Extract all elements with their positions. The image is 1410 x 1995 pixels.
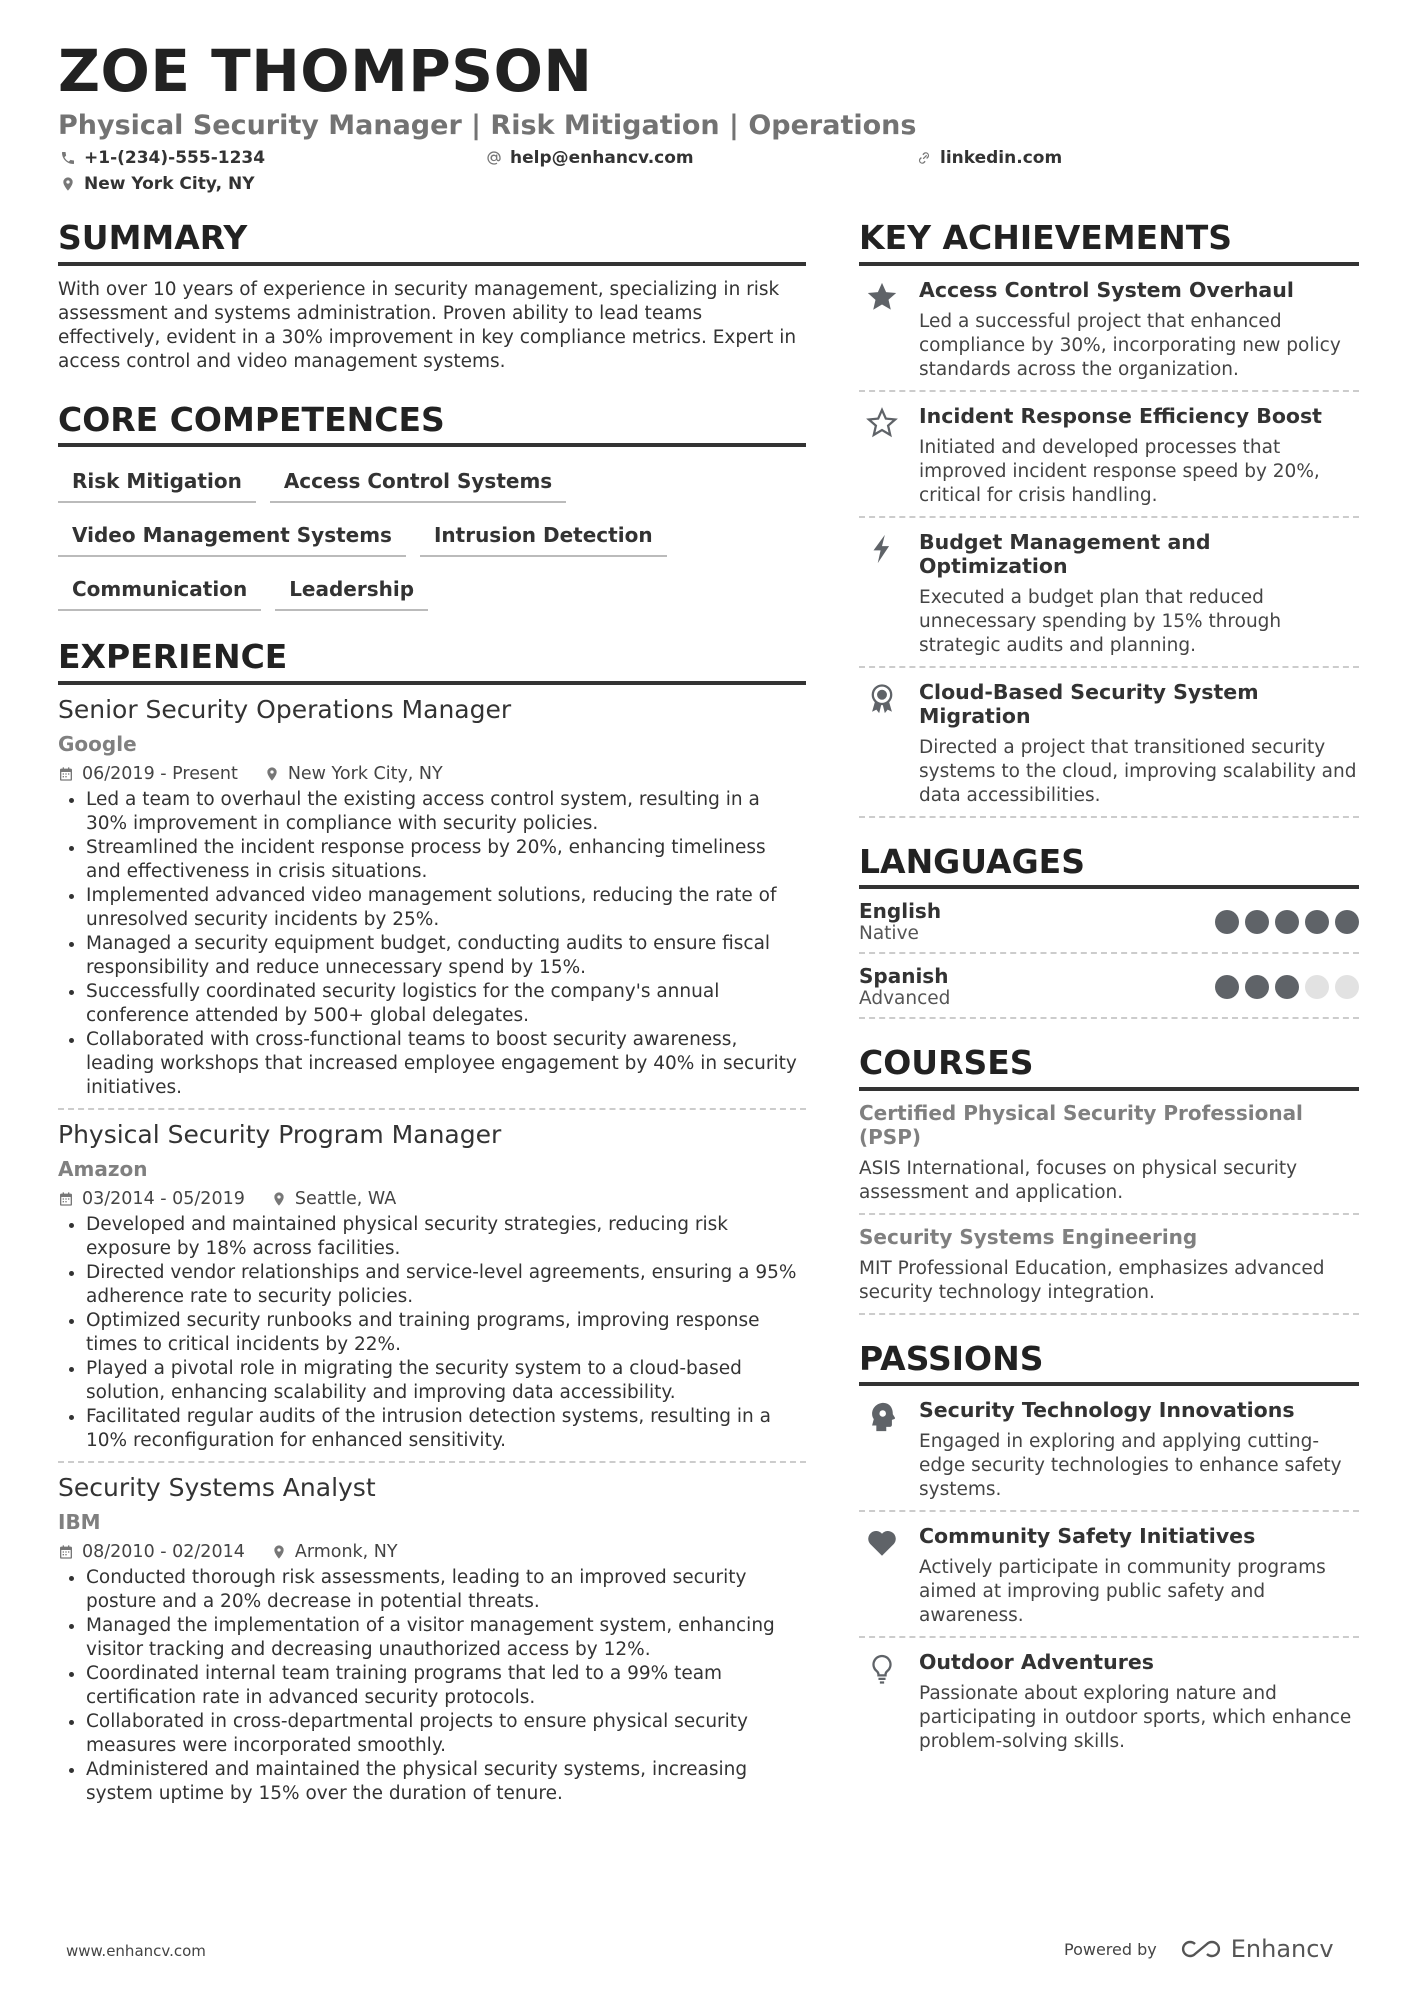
job-bullets xyxy=(58,788,806,1100)
bullet-item: • Led a team to overhaul the existing access control system, resulting in a 30% improvement in compliance with security policies. xyxy=(86,788,806,836)
powered-by-text: Powered by xyxy=(1064,1939,1157,1959)
heart-icon xyxy=(865,1526,899,1560)
passion-item xyxy=(859,1638,1359,1762)
contact-location xyxy=(60,174,255,194)
language-name: English xyxy=(859,899,942,924)
language-item xyxy=(859,954,1359,1019)
courses-title: COURSES xyxy=(859,1043,1359,1091)
candidate-name: ZOE THOMPSON xyxy=(58,37,593,105)
bullet-item: • Collaborated with cross-functional teams to boost security awareness, leading workshops that increased employee engagement by 40% in security initiatives. xyxy=(86,1028,806,1100)
achievement-desc: Executed a budget plan that reduced unnecessary spending by 15% through strategic audits and planning. xyxy=(919,586,1282,656)
language-level: Advanced xyxy=(859,988,951,1010)
company-name: IBM xyxy=(58,1509,101,1534)
competence-tag: Leadership xyxy=(275,571,428,611)
job-entry xyxy=(58,1120,806,1463)
link-icon xyxy=(916,150,932,166)
bullet-item: • Administered and maintained the physical security systems, increasing system uptime by 15% over the duration of tenure. xyxy=(86,1758,806,1806)
brand-name: Enhancv xyxy=(1230,1935,1334,1963)
achievement-desc: Directed a project that transitioned security systems to the cloud, improving scalability and data accessibilities. xyxy=(919,736,1357,806)
headline: Physical Security Manager | Risk Mitigation | Operations xyxy=(58,110,917,141)
bullet-item: • Coordinated internal team training programs that led to a 99% team certification rate in advanced security protocols. xyxy=(86,1662,806,1710)
location-pin-icon xyxy=(271,1544,287,1560)
competence-tag: Video Management Systems xyxy=(58,517,406,557)
bullet-item: • Facilitated regular audits of the intrusion detection systems, resulting in a 10% reconfiguration for enhanced sensitivity. xyxy=(86,1405,806,1453)
at-icon xyxy=(486,150,502,166)
rating-dot-filled xyxy=(1245,910,1269,934)
course-item xyxy=(859,1215,1359,1315)
achievement-desc: Led a successful project that enhanced compliance by 30%, incorporating new policy standards across the organization. xyxy=(919,310,1341,380)
contact-phone xyxy=(60,148,265,168)
rating-dot-filled xyxy=(1215,975,1239,999)
job-bullets xyxy=(58,1566,806,1806)
company-name: Google xyxy=(58,731,137,756)
passion-desc: Actively participate in community programs aimed at improving public safety and awareness. xyxy=(919,1557,1326,1627)
rating-dot-filled xyxy=(1275,975,1299,999)
achievements-title: KEY ACHIEVEMENTS xyxy=(859,218,1359,266)
language-level: Native xyxy=(859,923,919,945)
achievement-title: Access Control System Overhaul xyxy=(919,277,1294,302)
job-meta xyxy=(58,764,806,784)
job-title: Security Systems Analyst xyxy=(58,1472,376,1502)
contact-email xyxy=(486,148,694,168)
passion-title: Security Technology Innovations xyxy=(919,1398,1295,1423)
achievement-item xyxy=(859,668,1359,818)
achievement-title: Budget Management and Optimization xyxy=(919,529,1211,578)
rating-dot-filled xyxy=(1305,910,1329,934)
course-item xyxy=(859,1091,1359,1215)
achievement-item xyxy=(859,518,1359,668)
course-desc: ASIS International, focuses on physical security assessment and application. xyxy=(859,1157,1298,1203)
email-link[interactable]: help@enhancv.com xyxy=(510,148,694,168)
summary-text: With over 10 years of experience in security management, specializing in risk assessment and systems administration. Proven ability to lead teams effectively, evident in a 30% improvement in key compliance metrics. Expert in access control and video management systems. xyxy=(58,278,797,372)
passion-desc: Engaged in exploring and applying cutting-edge security technologies to enhance safety systems. xyxy=(919,1431,1342,1501)
bullet-item: • Conducted thorough risk assessments, leading to an improved security posture and a 20% decrease in potential threats. xyxy=(86,1566,806,1614)
bullet-item: • Directed vendor relationships and service-level agreements, ensuring a 95% adherence rate to security policies. xyxy=(86,1261,806,1309)
contact-linkedin xyxy=(916,148,1062,168)
job-dates: 08/2010 - 02/2014 xyxy=(58,1542,245,1562)
achievement-title: Cloud-Based Security System Migration xyxy=(919,679,1259,728)
language-item xyxy=(859,889,1359,954)
bullet-item: • Managed the implementation of a visitor management system, enhancing visitor tracking and decreasing unauthorized access by 12%. xyxy=(86,1614,806,1662)
lightning-icon xyxy=(865,532,899,566)
job-location: New York City, NY xyxy=(264,764,443,784)
bullet-item: • Streamlined the incident response process by 20%, enhancing timeliness and effectiveness in crisis situations. xyxy=(86,836,806,884)
bullet-item: • Successfully coordinated security logistics for the company's annual conference attended by 500+ global delegates. xyxy=(86,980,806,1028)
rating-dot-filled xyxy=(1275,910,1299,934)
achievement-desc: Initiated and developed processes that improved incident response speed by 20%, critical for crisis handling. xyxy=(919,436,1320,506)
bullet-item: • Managed a security equipment budget, conducting audits to ensure fiscal responsibility and reduce unnecessary spend by 15%. xyxy=(86,932,806,980)
competences-title: CORE COMPETENCES xyxy=(58,400,806,448)
language-name: Spanish xyxy=(859,964,949,989)
passion-item xyxy=(859,1386,1359,1512)
language-rating xyxy=(1215,975,1359,999)
competences-list xyxy=(58,463,778,611)
bullet-item: • Played a pivotal role in migrating the security system to a cloud-based solution, enhancing scalability and improving data accessibility. xyxy=(86,1357,806,1405)
language-rating xyxy=(1215,910,1359,934)
star-filled-icon xyxy=(865,280,899,314)
star-outline-icon xyxy=(865,406,899,440)
bullet-item: • Implemented advanced video management solutions, reducing the rate of unresolved security incidents by 25%. xyxy=(86,884,806,932)
job-meta xyxy=(58,1542,806,1562)
calendar-icon xyxy=(58,766,74,782)
course-title: Certified Physical Security Professional (PSP) xyxy=(859,1100,1303,1149)
right-column xyxy=(859,218,1359,1762)
rating-dot-filled xyxy=(1335,910,1359,934)
phone-icon xyxy=(60,150,76,166)
calendar-icon xyxy=(58,1544,74,1560)
passion-desc: Passionate about exploring nature and participating in outdoor sports, which enhance problem-solving skills. xyxy=(919,1683,1352,1753)
phone-text: +1-(234)-555-1234 xyxy=(84,148,266,168)
job-title: Senior Security Operations Manager xyxy=(58,694,512,724)
award-ribbon-icon xyxy=(865,682,899,716)
course-title: Security Systems Engineering xyxy=(859,1224,1198,1249)
bullet-item: • Optimized security runbooks and training programs, improving response times to critical incidents by 22%. xyxy=(86,1309,806,1357)
passion-title: Community Safety Initiatives xyxy=(919,1524,1256,1549)
location-pin-icon xyxy=(60,176,76,192)
passion-title: Outdoor Adventures xyxy=(919,1650,1154,1675)
job-dates: 06/2019 - Present xyxy=(58,764,238,784)
passion-item xyxy=(859,1512,1359,1638)
course-desc: MIT Professional Education, emphasizes advanced security technology integration. xyxy=(859,1257,1325,1303)
summary-title: SUMMARY xyxy=(58,218,806,266)
achievement-item xyxy=(859,266,1359,392)
footer-website[interactable]: www.enhancv.com xyxy=(66,1942,206,1960)
languages-title: LANGUAGES xyxy=(859,842,1359,890)
competence-tag: Risk Mitigation xyxy=(58,463,256,503)
company-name: Amazon xyxy=(58,1156,148,1181)
bullet-item: • Collaborated in cross-departmental projects to ensure physical security measures were incorporated smoothly. xyxy=(86,1710,806,1758)
competence-tag: Access Control Systems xyxy=(270,463,566,503)
competence-tag: Intrusion Detection xyxy=(420,517,667,557)
job-entry xyxy=(58,1473,806,1814)
rating-dot-filled xyxy=(1245,975,1269,999)
experience-title: EXPERIENCE xyxy=(58,637,806,685)
lightbulb-icon xyxy=(865,1652,899,1686)
job-dates: 03/2014 - 05/2019 xyxy=(58,1189,245,1209)
achievement-title: Incident Response Efficiency Boost xyxy=(919,403,1322,428)
linkedin-link[interactable]: linkedin.com xyxy=(940,148,1063,168)
job-title: Physical Security Program Manager xyxy=(58,1119,502,1149)
head-idea-icon xyxy=(865,1400,899,1434)
job-location: Armonk, NY xyxy=(271,1542,398,1562)
job-location: Seattle, WA xyxy=(271,1189,396,1209)
calendar-icon xyxy=(58,1191,74,1207)
rating-dot-filled xyxy=(1215,910,1239,934)
rating-dot-empty xyxy=(1335,975,1359,999)
achievement-item xyxy=(859,392,1359,518)
job-entry xyxy=(58,695,806,1110)
location-pin-icon xyxy=(264,766,280,782)
job-meta xyxy=(58,1189,806,1209)
rating-dot-empty xyxy=(1305,975,1329,999)
enhancv-logo[interactable] xyxy=(1179,1935,1334,1963)
bullet-item: • Developed and maintained physical security strategies, reducing risk exposure by 18% across facilities. xyxy=(86,1213,806,1261)
enhancv-logo-icon xyxy=(1179,1938,1223,1960)
passions-title: PASSIONS xyxy=(859,1339,1359,1387)
left-column xyxy=(58,218,806,1822)
location-pin-icon xyxy=(271,1191,287,1207)
location-text: New York City, NY xyxy=(84,174,255,194)
footer-branding xyxy=(1064,1935,1334,1963)
job-bullets xyxy=(58,1213,806,1453)
competence-tag: Communication xyxy=(58,571,261,611)
